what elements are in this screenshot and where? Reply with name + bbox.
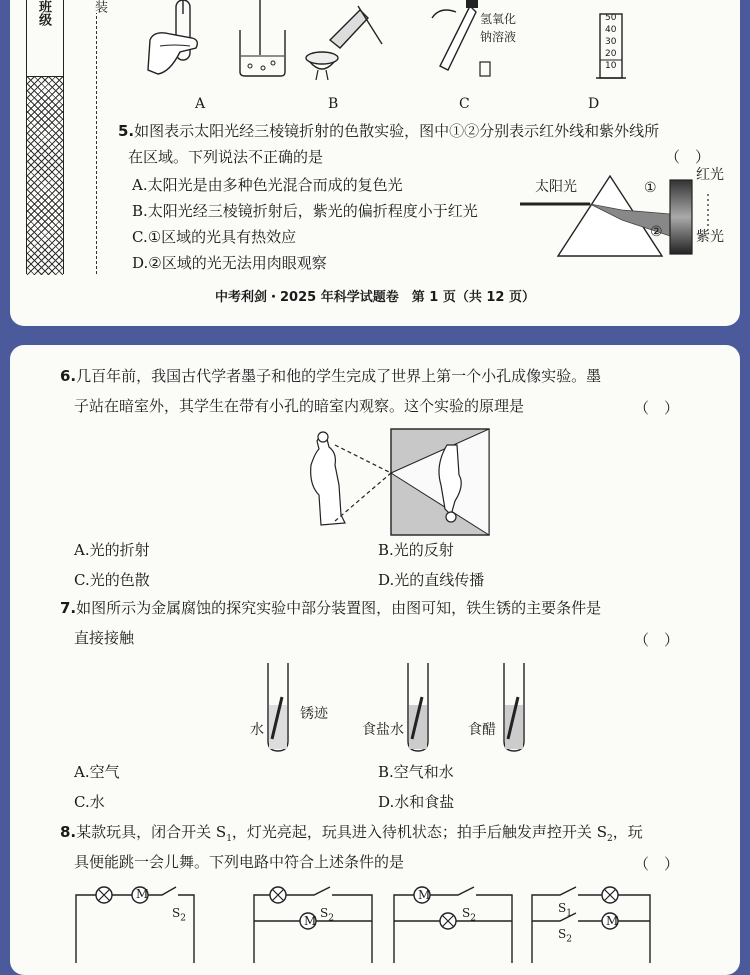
question-7-line1	[60, 595, 601, 622]
circuit-c-s2	[462, 906, 476, 923]
question-5-option-c[interactable]: C.①区域的光具有热效应	[132, 228, 297, 246]
question-6-option-b[interactable]: B.光的反射	[378, 541, 454, 559]
hatch-block	[27, 76, 63, 275]
circuit-d	[526, 883, 656, 963]
question-7-number: 7.	[60, 599, 77, 617]
circuit-a-s2	[172, 906, 186, 923]
binding-margin	[26, 0, 64, 274]
apparatus-label-a: A	[195, 96, 206, 112]
binding-char: 装	[92, 0, 107, 13]
page-footer: 中考利剑・2025 年科学试题卷 第 1 页（共 12 页）	[215, 290, 535, 305]
test-tube-vinegar	[502, 663, 526, 753]
tube-label-water: 水	[250, 722, 264, 738]
question-8-text-1b: ，灯光亮起，玩具进入待机状态；拍手后触发声控开关 S	[231, 823, 607, 841]
tick-40: 40	[605, 25, 617, 35]
tick-50: 50	[605, 13, 617, 23]
exam-page-1	[10, 0, 740, 326]
question-6-option-c[interactable]: C.光的色散	[74, 571, 150, 589]
question-8-text-1a: 某款玩具，闭合开关 S	[76, 823, 227, 841]
circuit-a-s2-s: S	[172, 906, 181, 920]
question-5-line1	[118, 118, 659, 145]
question-5-number: 5.	[118, 122, 135, 140]
question-5-line2: 在区域。下列说法不正确的是	[128, 148, 324, 166]
question-8-text-1c: ，玩	[612, 823, 643, 841]
question-7-text-1: 如图所示为金属腐蚀的探究实验中部分装置图，由图可知，铁生锈的主要条件是	[76, 599, 602, 617]
question-8-line1	[60, 819, 643, 853]
question-6-line2: 子站在暗室外，其学生在带有小孔的暗室内观察。这个实验的原理是	[74, 397, 525, 415]
question-5-option-d[interactable]: D.②区域的光无法用肉眼观察	[132, 254, 327, 272]
apparatus-a-figure	[140, 0, 210, 80]
circuit-a-motor: M	[136, 887, 149, 901]
circuit-d-motor: M	[606, 914, 619, 928]
circuit-d-s1	[558, 901, 572, 918]
exam-page-2	[10, 345, 740, 975]
question-6-option-a[interactable]: A.光的折射	[74, 541, 150, 559]
prism-mark-2: ②	[650, 224, 663, 240]
question-7-answer-slot[interactable]: （ ）	[634, 631, 680, 649]
prism-sunlight-label: 太阳光	[535, 179, 577, 195]
circuit-d-s1-sub: 1	[566, 908, 572, 919]
apparatus-label-c: C	[459, 96, 470, 112]
question-8-answer-slot[interactable]: （ ）	[634, 855, 680, 873]
circuit-d-s2	[558, 927, 572, 944]
question-6-answer-slot[interactable]: （ ）	[634, 399, 680, 417]
naoh-label-line2: 钠溶液	[480, 30, 517, 44]
question-5-text-1: 如图表示太阳光经三棱镜折射的色散实验，图中①②分别表示红外线和紫外线所	[134, 122, 660, 140]
question-8-number: 8.	[60, 823, 77, 841]
question-5-option-a[interactable]: A.太阳光是由多种色光混合而成的复色光	[132, 176, 403, 194]
cylinder-tick-labels	[605, 12, 616, 72]
tick-20: 20	[605, 49, 617, 59]
prism-red-label: 红光	[696, 167, 724, 183]
question-7-line2: 直接接触	[74, 629, 135, 647]
circuit-d-s1-s: S	[558, 901, 567, 915]
question-7-option-b[interactable]: B.空气和水	[378, 763, 454, 781]
circuit-d-s2-s: S	[558, 927, 567, 941]
question-6-line1	[60, 363, 601, 390]
circuit-c-s2-sub: 2	[470, 913, 476, 924]
question-5-option-b[interactable]: B.太阳光经三棱镜折射后，紫光的偏折程度小于红光	[132, 202, 478, 220]
tube-label-salt-water: 食盐水	[362, 722, 404, 738]
apparatus-label-d: D	[588, 96, 600, 112]
test-tube-water	[266, 663, 290, 753]
circuit-c	[388, 883, 518, 963]
circuit-b-motor: M	[304, 914, 317, 928]
question-8-line2: 具便能跳一会儿舞。下列电路中符合上述条件的是	[74, 853, 405, 871]
question-7-option-c[interactable]: C.水	[74, 793, 105, 811]
question-6-text-1: 几百年前，我国古代学者墨子和他的学生完成了世界上第一个小孔成像实验。墨	[76, 367, 602, 385]
question-8-sub1: 1	[226, 834, 232, 844]
tick-10: 10	[605, 61, 617, 71]
circuit-b-s2-s: S	[320, 906, 329, 920]
question-6-option-d[interactable]: D.光的直线传播	[378, 571, 485, 589]
circuit-b-s2	[320, 906, 334, 923]
pinhole-figure	[295, 425, 495, 537]
circuit-c-motor: M	[418, 888, 431, 902]
apparatus-pour-figure	[300, 0, 390, 80]
prism-violet-label: 紫光	[696, 229, 724, 245]
question-8-sub2: 2	[606, 834, 613, 844]
tube-label-rust: 锈迹	[300, 706, 328, 722]
circuit-b-s2-sub: 2	[328, 913, 334, 924]
apparatus-b-figure	[235, 0, 295, 80]
tube-label-vinegar: 食醋	[468, 722, 496, 738]
binding-label: 班级	[36, 0, 51, 26]
prism-mark-1: ①	[644, 180, 657, 196]
question-5-answer-slot[interactable]: （ ）	[665, 148, 711, 166]
circuit-c-s2-s: S	[462, 906, 471, 920]
test-tube-salt-water	[406, 663, 430, 753]
binding-dashed-line	[96, 0, 97, 274]
question-7-option-a[interactable]: A.空气	[74, 763, 120, 781]
naoh-label-line1: 氢氧化	[480, 12, 517, 26]
circuit-a-s2-sub: 2	[180, 913, 186, 924]
question-7-option-d[interactable]: D.水和食盐	[378, 793, 455, 811]
tick-30: 30	[605, 37, 617, 47]
circuit-d-s2-sub: 2	[566, 934, 572, 945]
apparatus-label-b: B	[328, 96, 339, 112]
question-6-number: 6.	[60, 367, 77, 385]
